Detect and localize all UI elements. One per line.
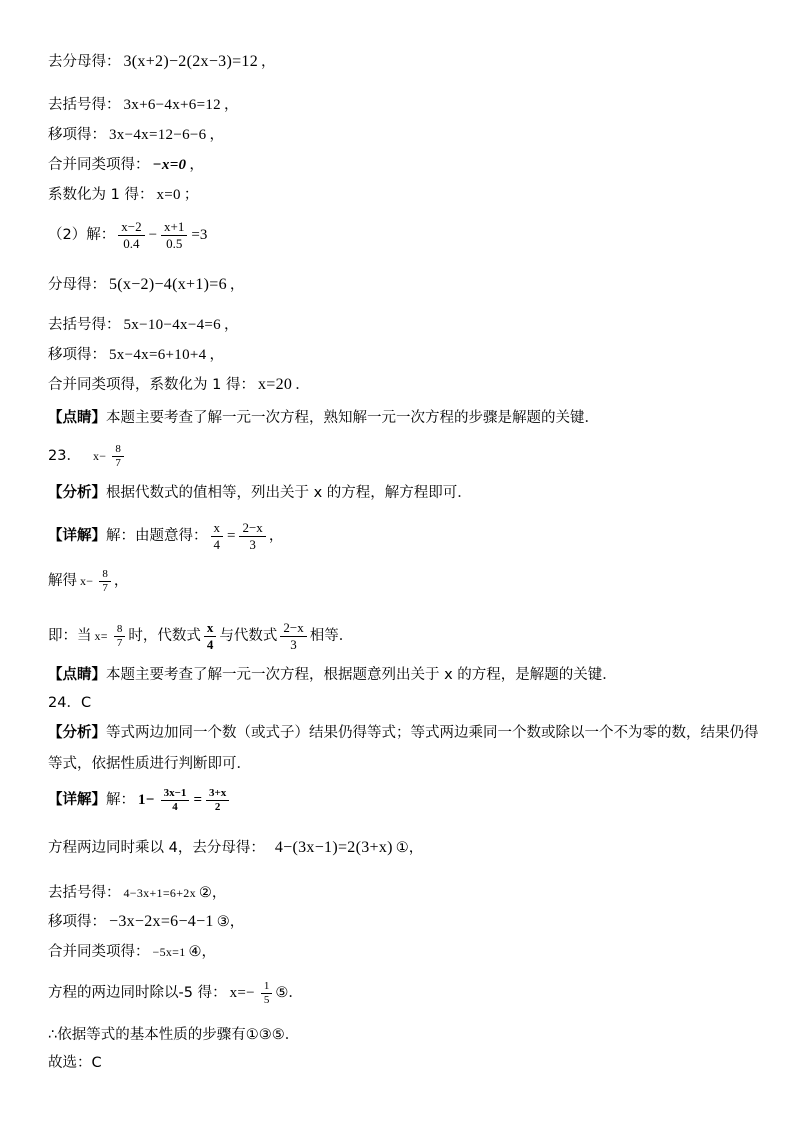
fraction	[99, 568, 111, 595]
step-label: 分母得：	[48, 277, 106, 293]
conclusion-text: ∴依据等式的基本性质的步骤有①③⑤．	[48, 1027, 300, 1043]
step-tail: ，	[223, 97, 239, 113]
numerator: x−2	[118, 219, 144, 236]
step-remove-denominator-2	[48, 275, 244, 295]
q23-heading	[48, 437, 127, 475]
text-part: 相等．	[309, 628, 354, 644]
q24-heading	[48, 693, 91, 713]
problem-2-equation	[48, 216, 208, 254]
section-tag: 【详解】	[48, 528, 106, 544]
q23-analysis	[48, 483, 472, 503]
text-part: 与代数式	[219, 628, 278, 644]
section-tag: 【分析】	[48, 725, 106, 741]
step-expression: −x=0	[152, 157, 187, 173]
section-tag: 【点睛】	[48, 410, 106, 426]
numerator: 3+x	[206, 787, 229, 801]
denominator: 7	[116, 636, 123, 649]
step-label: 去括号得：	[48, 885, 121, 901]
step-tail: ，	[223, 317, 239, 333]
step-tail: ；	[183, 187, 199, 203]
expression-prefix: x=	[94, 629, 108, 643]
analysis-text: 根据代数式的值相等，列出关于 x 的方程，解方程即可．	[106, 485, 472, 501]
step-label: 合并同类项得：	[48, 944, 150, 960]
denominator: 3	[290, 636, 297, 652]
answer-choice: 故选：C	[48, 1055, 102, 1071]
step-label: 去分母得：	[48, 54, 121, 70]
answer-fraction	[112, 443, 124, 470]
q24-analysis	[48, 723, 759, 743]
step-expression: 3x+6−4x+6=12	[123, 97, 221, 113]
q24-analysis-continued	[48, 754, 251, 774]
q24-detail	[48, 781, 232, 819]
step-label: （2）解：	[48, 227, 116, 243]
q24-step-1	[48, 838, 423, 858]
comment-paragraph	[48, 408, 599, 428]
numerator: x	[211, 520, 224, 537]
step-label: 解得	[48, 573, 77, 589]
step-expression: 5x−4x=6+10+4	[109, 347, 207, 363]
numerator: 2−x	[239, 520, 265, 537]
denominator: 5	[263, 993, 270, 1006]
denominator: 4	[206, 636, 214, 652]
step-coefficient-1	[48, 185, 198, 205]
analysis-text: 等式两边加同一个数（或式子）结果仍得等式；等式两边乘同一个数或除以一个不为零的数，结果仍得	[106, 725, 759, 741]
q23-conclusion	[48, 617, 353, 655]
step-expression: 4−(3x−1)=2(3+x)	[274, 839, 393, 856]
step-expression: −5x=1	[152, 945, 186, 959]
step-expression: x=20	[257, 376, 293, 393]
step-label: 合并同类项得，系数化为 1 得：	[48, 377, 255, 393]
question-number: 24．C	[48, 695, 92, 711]
step-transpose-1	[48, 125, 224, 145]
denominator: 4	[172, 800, 178, 813]
fraction	[211, 520, 224, 553]
step-label: 合并同类项得：	[48, 157, 150, 173]
q24-step-4	[48, 942, 216, 962]
section-tag: 【详解】	[48, 792, 106, 808]
numerator: 1	[261, 980, 273, 994]
right-hand-side: =3	[191, 227, 208, 243]
denominator: 0.4	[123, 235, 140, 251]
step-expression: 5(x−2)−4(x+1)=6	[109, 276, 227, 293]
numerator: 2−x	[280, 620, 306, 637]
text-part: 时，代数式	[128, 628, 201, 644]
numerator: x+1	[161, 219, 187, 236]
denominator: 4	[213, 536, 220, 552]
fraction	[118, 219, 144, 252]
step-remove-brackets-1	[48, 95, 238, 115]
expression-prefix: x=−	[229, 985, 255, 1001]
section-tag: 【分析】	[48, 485, 106, 501]
numerator: 8	[112, 443, 124, 457]
q24-step-5	[48, 974, 303, 1012]
denominator: 7	[102, 581, 108, 594]
expression-lhs: 1−	[138, 792, 155, 808]
step-tail: ①，	[395, 840, 424, 856]
denominator: 0.5	[166, 235, 183, 251]
step-label: 移项得：	[48, 914, 106, 930]
q24-choice	[48, 1053, 102, 1073]
section-tag: 【点睛】	[48, 667, 106, 683]
fraction	[114, 623, 126, 650]
numerator: 8	[114, 623, 126, 637]
analysis-text: 等式，依据性质进行判断即可．	[48, 756, 251, 772]
denominator: 3	[249, 536, 256, 552]
step-remove-brackets-2	[48, 315, 238, 335]
step-expression: 5x−10−4x−4=6	[123, 317, 221, 333]
step-remove-denominator-1	[48, 52, 276, 72]
fraction	[206, 787, 229, 814]
fraction	[280, 620, 306, 653]
q23-comment	[48, 665, 617, 685]
numerator: x	[204, 620, 217, 637]
text-part: 即：当	[48, 628, 92, 644]
fraction	[161, 787, 190, 814]
step-combine-1	[48, 155, 204, 175]
step-tail: ③，	[216, 914, 245, 930]
fraction	[161, 219, 187, 252]
denominator: 2	[214, 800, 221, 813]
fraction	[261, 980, 273, 1007]
step-label: 系数化为 1 得：	[48, 187, 154, 203]
step-expression: −3x−2x=6−4−1	[109, 913, 214, 930]
equals-sign: =	[193, 792, 202, 808]
step-expression: 4−3x+1=6+2x	[123, 886, 196, 900]
question-number: 23．	[48, 448, 81, 464]
step-label: 方程两边同时乘以 4，去分母得：	[48, 840, 265, 856]
comment-text: 本题主要考查了解一元一次方程，熟知解一元一次方程的步骤是解题的关键．	[106, 410, 599, 426]
detail-label: 解：由题意得：	[106, 528, 208, 544]
step-tail: ，	[209, 347, 224, 363]
q24-therefore	[48, 1025, 299, 1045]
step-tail: ，	[229, 277, 245, 293]
step-expression: x=0	[156, 187, 181, 203]
step-tail: ④，	[188, 944, 217, 960]
detail-label: 解：	[106, 792, 135, 808]
step-tail: ，	[113, 573, 129, 589]
operator: −	[148, 227, 158, 243]
step-tail: ⑤．	[275, 985, 303, 1001]
step-expression: 3(x+2)−2(2x−3)=12	[123, 53, 259, 70]
fraction	[204, 620, 217, 653]
denominator: 7	[115, 456, 121, 469]
numerator: 3x−1	[161, 787, 190, 801]
q23-solution	[48, 562, 128, 600]
step-label: 去括号得：	[48, 317, 121, 333]
q23-detail	[48, 517, 283, 555]
step-expression: 3x−4x=12−6−6	[109, 127, 207, 143]
step-tail: ，	[261, 54, 276, 70]
fraction	[239, 520, 265, 553]
answer-prefix: x−	[80, 574, 94, 588]
step-tail: ，	[189, 157, 204, 173]
equals-sign: =	[227, 528, 236, 544]
step-tail: ，	[268, 528, 284, 544]
step-tail: ②，	[198, 885, 227, 901]
step-transpose-2	[48, 345, 224, 365]
step-label: 移项得：	[48, 347, 106, 363]
q24-step-2	[48, 883, 226, 903]
comment-text: 本题主要考查了解一元一次方程，根据题意列出关于 x 的方程，是解题的关键．	[106, 667, 617, 683]
step-combine-coefficient-2	[48, 375, 310, 395]
step-tail: ．	[295, 377, 310, 393]
numerator: 8	[99, 568, 111, 582]
q24-step-3	[48, 912, 244, 932]
step-label: 方程的两边同时除以-5 得：	[48, 985, 227, 1001]
step-tail: ，	[209, 127, 224, 143]
answer-prefix: x−	[92, 449, 107, 463]
step-label: 移项得：	[48, 127, 106, 143]
step-label: 去括号得：	[48, 97, 121, 113]
